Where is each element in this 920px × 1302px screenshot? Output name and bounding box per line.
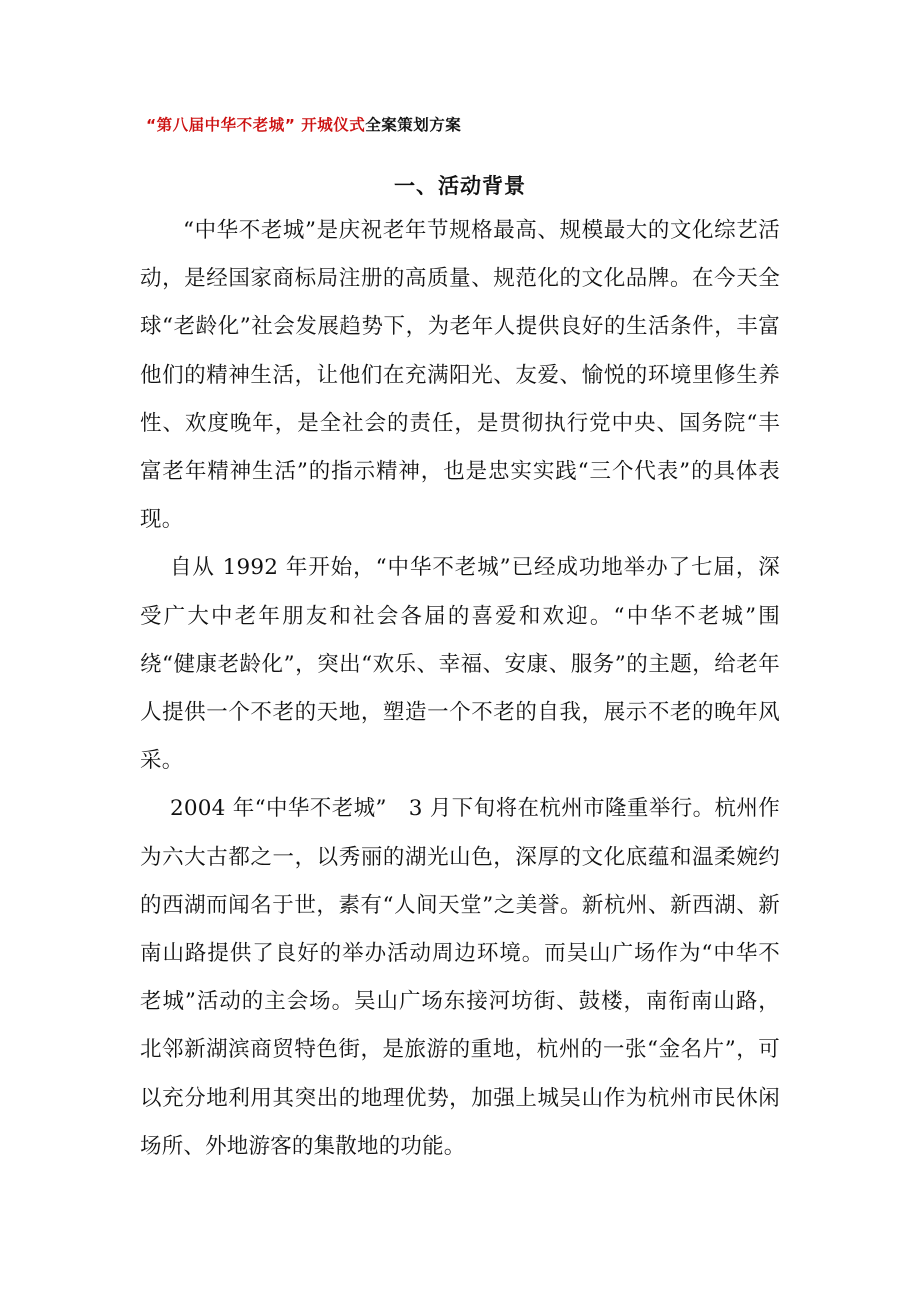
section-body	[140, 207, 780, 1171]
document-title-event-name: “第八届中华不老城” 开城仪式	[146, 116, 366, 134]
document-title	[146, 113, 461, 135]
document-title-suffix: 全案策划方案	[365, 116, 462, 134]
paragraph-2: 自从 1992 年开始，“中华不老城”已经成功地举办了七届，深受广大中老年朋友和社会各届的喜爱和欢迎。“中华不老城”围绕“健康老龄化”，突出“欢乐、幸福、安康、服务”的主题，给老年人提供一个不老的天地，塑造一个不老的自我，展示不老的晚年风采。	[140, 555, 780, 774]
section-heading: 一、活动背景	[394, 174, 526, 198]
paragraph-1: “中华不老城”是庆祝老年节规格最高、规模最大的文化综艺活动，是经国家商标局注册的高质量、规范化的文化品牌。在今天全球“老龄化”社会发展趋势下，为老年人提供良好的生活条件，丰富他们的精神生活，让他们在充满阳光、友爱、愉悦的环境里修生养性、欢度晚年，是全社会的责任，是贯彻执行党中央、国务院“丰富老年精神生活”的指示精神，也是忠实实践“三个代表”的具体表现。	[140, 218, 780, 533]
paragraph-3: 2004 年“中华不老城” 3 月下旬将在杭州市隆重举行。杭州作为六大古都之一，以秀丽的湖光山色，深厚的文化底蕴和温柔婉约的西湖而闻名于世，素有“人间天堂”之美誉。新杭州、新西湖、新南山路提供了良好的举办活动周边环境。而吴山广场作为“中华不老城”活动的主会场。吴山广场东接河坊街、鼓楼，南衔南山路，北邻新湖滨商贸特色街，是旅游的重地，杭州的一张“金名片”，可以充分地利用其突出的地理优势，加强上城吴山作为杭州市民休闲场所、外地游客的集散地的功能。	[140, 796, 780, 1159]
